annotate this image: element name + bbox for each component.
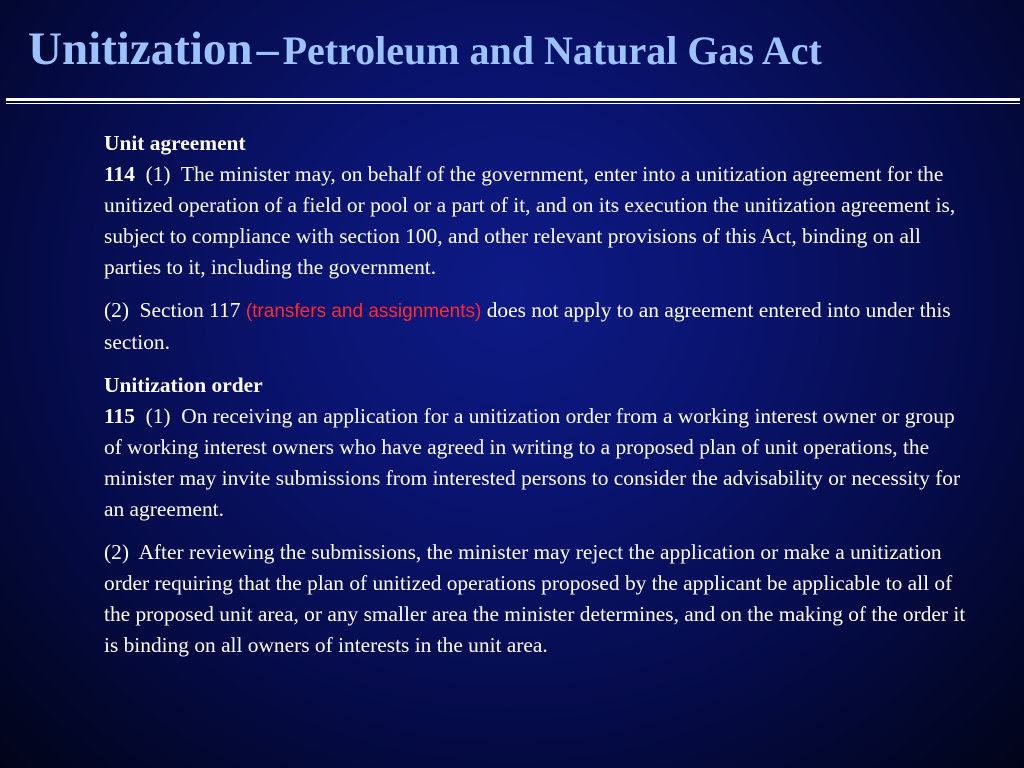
section-unit-agreement <box>104 128 972 358</box>
subsection-label: (1) <box>145 162 171 186</box>
section-number: 115 <box>104 404 135 428</box>
section-number: 114 <box>104 162 135 186</box>
section-heading: Unit agreement <box>104 131 246 155</box>
section-115-subsection-2 <box>104 537 972 661</box>
title-divider-thin <box>6 103 1020 104</box>
slide-title <box>28 23 822 75</box>
subsection-text-before: Section 117 <box>139 298 241 322</box>
section-115-subsection-1 <box>104 401 972 525</box>
title-subtitle: Petroleum and Natural Gas Act <box>282 28 822 73</box>
section-unitization-order <box>104 370 972 661</box>
subsection-text-after: does not apply to an agreement entered into under this section. <box>104 298 951 354</box>
title-dash: – <box>256 25 279 74</box>
section-114-subsection-1 <box>104 159 972 283</box>
subsection-label: (2) <box>104 540 129 564</box>
subsection-text: On receiving an application for a unitization order from a working interest owner or group of working interest owners who have agreed in writing to a proposed plan of unit operations, the minister may invite submissions from interested persons to consider the advisability or necessity for an agreement. <box>104 404 961 521</box>
subsection-text: The minister may, on behalf of the government, enter into a unitization agreement for the unitized operation of a field or pool or a part of it, and on its execution the unitization agreement is, subject to compliance with section 100, and other relevant provisions of this Act, binding on all parties to it, including the government. <box>104 162 956 279</box>
slide-body <box>104 128 972 673</box>
cross-reference: (transfers and assignments) <box>245 301 482 322</box>
title-main: Unitization <box>28 23 253 75</box>
section-114-subsection-2 <box>104 295 972 358</box>
title-divider-thick <box>6 98 1020 101</box>
subsection-label: (2) <box>104 298 129 322</box>
subsection-text: After reviewing the submissions, the minister may reject the application or make a unitization order requiring that the plan of unitized operations proposed by the applicant be applicable to all of the proposed unit area, or any smaller area the minister determines, and on the making of the order it is binding on all owners of interests in the unit area. <box>104 540 966 657</box>
section-heading: Unitization order <box>104 373 263 397</box>
subsection-label: (1) <box>145 404 171 428</box>
